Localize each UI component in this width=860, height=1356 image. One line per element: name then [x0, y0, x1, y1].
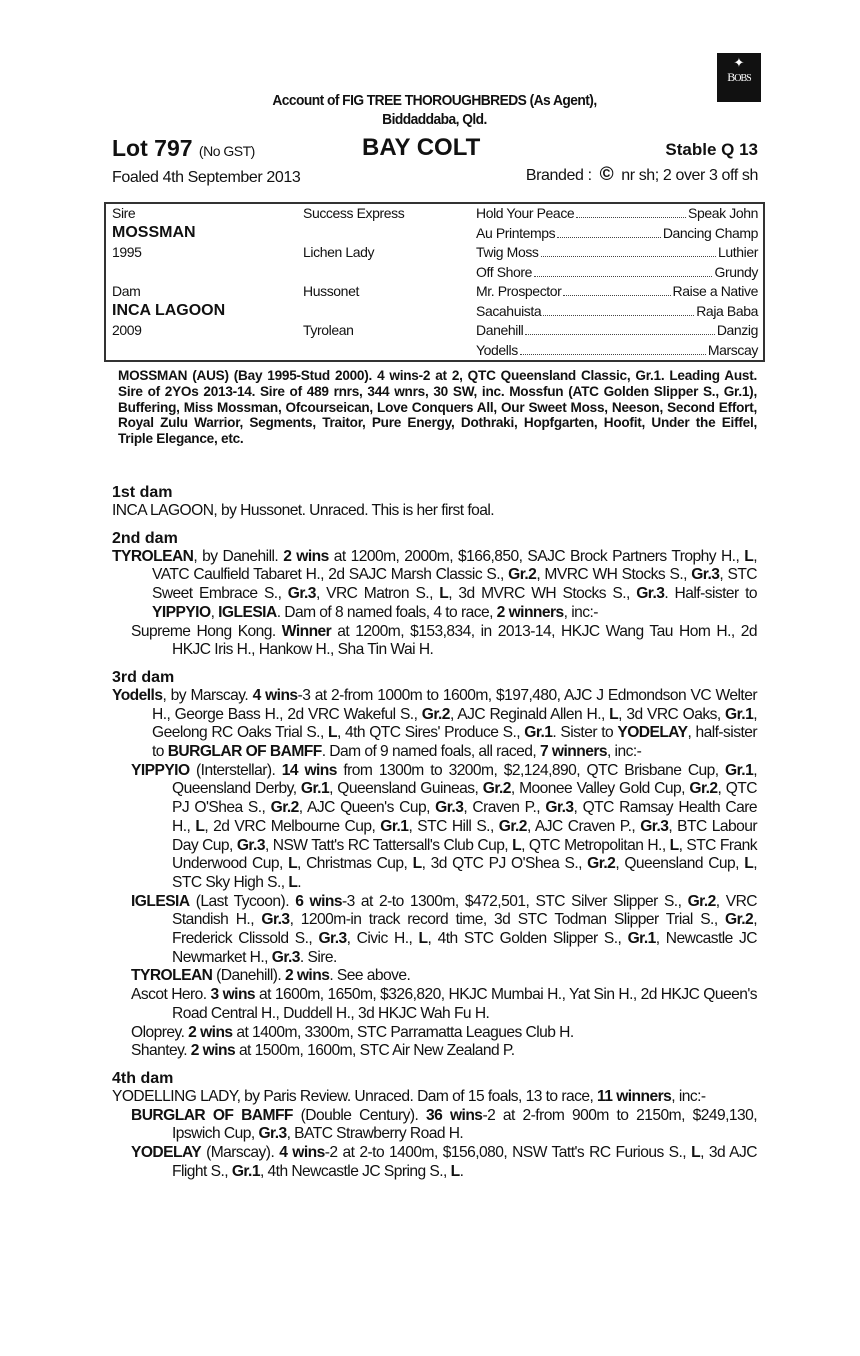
bold-text: 2 wins	[188, 1023, 233, 1041]
progeny-entry	[112, 1042, 757, 1061]
bold-text: 6 wins	[295, 892, 342, 910]
text: , 2d VRC Melbourne Cup,	[204, 817, 381, 835]
horse-description: BAY COLT	[362, 134, 481, 161]
text: , 4th STC Golden Slipper S.,	[427, 930, 628, 948]
text: , by Marscay.	[162, 686, 253, 704]
text: , Civic H.,	[346, 930, 419, 948]
section-title: 1st dam	[112, 484, 173, 501]
ancestor-sire: Raise a Native	[672, 283, 758, 299]
text: -3 at 2-to 1300m, $472,501, STC Silver Slipper S.,	[341, 892, 688, 910]
progeny-entry	[112, 986, 757, 1023]
ancestor: Yodells	[476, 341, 518, 358]
ancestor: Danehill	[476, 322, 524, 338]
bold-text: Gr.3	[435, 799, 464, 817]
section-title: 4th dam	[112, 1069, 174, 1087]
progeny-entry	[112, 1024, 757, 1043]
text: (Marscay).	[201, 1144, 280, 1162]
text: , Queensland Cup,	[615, 855, 745, 873]
bold-text: Gr.3	[287, 585, 316, 603]
bold-text: Gr.1	[231, 1162, 260, 1180]
bold-text: YODELAY	[131, 1144, 202, 1162]
text: , BTC Labour Day Cup,	[172, 817, 758, 854]
ancestor: Off Shore	[476, 263, 533, 280]
text: (Interstellar).	[189, 761, 282, 779]
text: , STC Hill S.,	[408, 817, 499, 835]
bold-text: Gr.1	[380, 817, 409, 835]
bold-text: Gr.2	[687, 892, 716, 910]
pedigree-gen3-row	[476, 224, 758, 243]
section-4th-dam	[112, 1070, 757, 1182]
progeny-entry	[112, 1107, 757, 1144]
bold-text: 2 wins	[283, 547, 329, 565]
pedigree-gen3-row	[476, 321, 758, 340]
progeny-entry	[112, 687, 757, 762]
bold-text: Gr.1	[524, 724, 553, 742]
ancestor: Au Printemps	[476, 224, 556, 241]
ancestor-sire: Raja Baba	[696, 302, 758, 319]
pedigree-notes	[112, 484, 757, 1191]
text: . Sister to	[552, 724, 618, 742]
pedigree-gen2: Tyrolean	[303, 322, 354, 338]
bold-text: L	[439, 585, 449, 603]
leader-dots	[541, 243, 716, 257]
text: at 1500m, 1600m, STC Air New Zealand P.	[235, 1042, 515, 1060]
bold-text: Gr.1	[725, 761, 754, 779]
text: YODELLING LADY, by Paris Review. Unraced. Dam of 15 foals, 13 to race,	[112, 1087, 598, 1105]
bold-text: 3 wins	[210, 986, 256, 1004]
text: , QTC PJ O'Shea S.,	[172, 780, 757, 817]
text: , half-sister to	[152, 724, 758, 761]
text: , VRC Standish H.,	[172, 892, 757, 929]
bold-text: 4 wins	[252, 686, 298, 704]
bold-text: Gr.3	[318, 930, 347, 948]
text: Ascot Hero.	[131, 986, 211, 1004]
bold-text: 4 wins	[279, 1144, 325, 1162]
text: at 1400m, 3300m, STC Parramatta Leagues Club H.	[232, 1023, 574, 1041]
text: , Queensland Guineas,	[329, 780, 483, 798]
gst-note: (No GST)	[198, 143, 255, 159]
text: , inc:-	[671, 1087, 706, 1105]
text: INCA LAGOON, by Hussonet. Unraced. This is her first foal.	[112, 502, 495, 519]
lot-number: Lot 797 (No GST)	[112, 135, 255, 161]
text: , by Danehill.	[193, 547, 284, 565]
leader-dots	[576, 204, 686, 218]
text: at 1200m, $153,834, in 2013-14, HKJC Wang Tau Hom H., 2d HKJC Iris H., Hankow H., Sha Tin Wai H.	[172, 622, 757, 659]
text: , Frederick Clissold S.,	[172, 911, 757, 948]
bold-text: Gr.1	[725, 705, 754, 723]
ancestor-sire: Dancing Champ	[662, 224, 758, 241]
text: , 1200m-in track record time, 3d STC Todman Slipper Trial S.,	[289, 911, 726, 929]
text: .	[459, 1162, 464, 1180]
leader-dots	[563, 282, 670, 296]
text: Shantey.	[131, 1042, 191, 1060]
progeny-entry	[112, 967, 757, 986]
text: , STC Sky High S.,	[172, 855, 757, 891]
text: , inc:-	[606, 743, 642, 761]
text: Supreme Hong Kong.	[131, 622, 282, 640]
bold-text: 2 wins	[284, 967, 330, 985]
bold-text: Gr.3	[258, 1125, 287, 1143]
bold-text: IGLESIA	[131, 892, 190, 910]
bold-text: YODELAY	[617, 724, 688, 742]
bold-text: BURGLAR OF BAMFF	[167, 743, 322, 761]
text: , 3d QTC PJ O'Shea S.,	[421, 855, 588, 873]
sire-bio: MOSSMAN (AUS) (Bay 1995-Stud 2000). 4 wins-2 at 2, QTC Queensland Classic, Gr.1. Leading Aust. Sire of 2YOs 2013-14. Sire of 489 rnrs, 344 wnrs, 30 SW, inc. Mossfun (ATC Golden Slipper S., Gr.1), Buffering, Miss Mossman, Ofcourseican, Love Conquers All, Our Sweet Moss, Neeson, Second Effort, Royal Zulu Warrior, Segments, Traitor, Pure Energy, Dothraki, Hopfgarten, Hoofit, Under the Eiffel, Triple Elegance, etc.	[118, 368, 757, 447]
bold-text: Gr.2	[725, 911, 754, 929]
bold-text: IGLESIA	[218, 603, 277, 621]
section-title: 2nd dam	[112, 529, 178, 547]
bold-text: L	[418, 930, 428, 948]
text: , 4th Newcastle JC Spring S.,	[259, 1162, 451, 1180]
bold-text: Gr.2	[689, 780, 718, 798]
bold-text: Gr.2	[421, 705, 450, 723]
leader-dots	[534, 263, 712, 277]
text: (Last Tycoon).	[189, 892, 296, 910]
text: , VRC Matron S.,	[315, 585, 440, 603]
bold-text: Gr.3	[691, 566, 720, 584]
bold-text: L	[195, 817, 205, 835]
bold-text: Gr.3	[271, 948, 300, 966]
ancestor: Twig Moss	[476, 244, 539, 260]
text: , VATC Caulfield Tabaret H., 2d SAJC Marsh Classic S.,	[152, 547, 757, 584]
pedigree-gen2: Success Express	[303, 205, 405, 221]
pedigree-gen3-row	[476, 302, 758, 321]
bold-text: BURGLAR OF BAMFF	[131, 1106, 293, 1124]
text: , 3d VRC Oaks,	[618, 705, 726, 723]
bold-text: 14 wins	[281, 761, 337, 779]
bold-text: Gr.2	[508, 566, 537, 584]
text: ,	[210, 603, 219, 621]
progeny-entry	[112, 762, 757, 893]
bold-text: Gr.2	[498, 817, 527, 835]
bold-text: 7 winners	[539, 743, 607, 761]
text: . Sire.	[299, 948, 337, 966]
vendor-account: Account of FIG TREE THOROUGHBREDS (As Agent), Biddaddaba, Qld.	[272, 92, 597, 128]
pedigree-gen3-row	[476, 243, 758, 262]
text: , 3d MVRC WH Stocks S.,	[448, 585, 637, 603]
ancestor: Mr. Prospector	[476, 283, 562, 299]
progeny-entry	[112, 1144, 757, 1181]
bold-text: L	[450, 1162, 460, 1180]
bold-text: 2 wins	[190, 1042, 236, 1060]
text: , 3d AJC Flight S.,	[172, 1144, 757, 1180]
progeny-entry	[112, 893, 757, 968]
pedigree-gen2: Lichen Lady	[303, 244, 375, 260]
bold-text: L	[288, 873, 298, 891]
bold-text: L	[327, 724, 337, 742]
bold-text: L	[691, 1144, 701, 1162]
bold-text: 11 winners	[597, 1087, 672, 1105]
ancestor-sire: Grundy	[714, 263, 758, 280]
text: . Dam of 8 named foals, 4 to race,	[276, 603, 497, 621]
text: , Newcastle JC Newmarket H.,	[172, 930, 757, 966]
bold-text: Gr.2	[482, 780, 511, 798]
text: . See above.	[329, 967, 411, 985]
bold-text: L	[744, 855, 754, 873]
text: (Danehill).	[212, 967, 285, 985]
bold-text: Gr.3	[236, 836, 265, 854]
dam-name: INCA LAGOON	[112, 302, 226, 319]
bold-text: YIPPYIO	[131, 761, 190, 779]
bold-text: Gr.3	[545, 799, 574, 817]
bold-text: TYROLEAN	[112, 547, 194, 565]
bold-text: Yodells	[112, 686, 163, 704]
text: from 1300m to 3200m, $2,124,890, QTC Brisbane Cup,	[336, 761, 726, 779]
ancestor-sire: Speak John	[688, 205, 758, 221]
text: . Half-sister to	[664, 585, 758, 603]
text: , Queensland Derby,	[172, 761, 757, 798]
text: -2 at 2-to 1400m, $156,080, NSW Tatt's RC Furious S.,	[324, 1144, 692, 1162]
progeny-entry	[112, 502, 757, 521]
text: (Double Century).	[292, 1106, 427, 1124]
text: , AJC Reginald Allen H.,	[449, 705, 610, 723]
text: , 4th QTC Sires' Produce S.,	[336, 724, 525, 742]
bold-text: 36 wins	[426, 1106, 483, 1124]
brand-mark-icon: ©	[599, 164, 614, 185]
text: , AJC Queen's Cup,	[298, 799, 436, 817]
text: , QTC Ramsay Health Care H.,	[172, 799, 757, 835]
leader-dots	[543, 302, 694, 316]
pedigree-gen2: Hussonet	[303, 283, 359, 299]
leader-dots	[525, 321, 714, 335]
ancestor: Hold Your Peace	[476, 205, 575, 221]
section-title: 3rd dam	[112, 668, 175, 686]
bold-text: Winner	[281, 622, 332, 640]
foaled-date: Foaled 4th September 2013	[112, 169, 301, 186]
ancestor: Sacahuista	[476, 302, 542, 319]
bold-text: YIPPYIO	[152, 603, 211, 621]
text: , AJC Craven P.,	[526, 817, 641, 835]
text: , NSW Tatt's RC Tattersall's Club Cup,	[264, 836, 513, 854]
bold-text: L	[412, 855, 422, 873]
text: , MVRC WH Stocks S.,	[536, 566, 692, 584]
text: , Christmas Cup,	[297, 855, 413, 873]
bold-text: L	[512, 836, 522, 854]
text: .	[297, 873, 302, 891]
bold-text: Gr.3	[636, 585, 665, 603]
pedigree-gen3-row	[476, 263, 758, 282]
text: , Moonee Valley Gold Cup,	[510, 780, 690, 798]
horse-icon: ✦	[733, 55, 745, 70]
bold-text: L	[744, 547, 754, 565]
ancestor-sire: Danzig	[716, 322, 758, 338]
bold-text: Gr.3	[640, 817, 669, 835]
bold-text: Gr.3	[261, 911, 290, 929]
section-2nd-dam	[112, 530, 757, 660]
bold-text: TYROLEAN	[131, 967, 213, 985]
pedigree-table: Sire MOSSMAN 1995 Dam INCA LAGOON 2009 Success Express Lichen Lady Hussonet Tyrolean Hold Your Peace Speak John Au Printemps Dancing Champ Twig Moss Luthier Off Shore Grundy Mr. Prospector Raise a Native Sacahuista Raja Baba Danehill Danzig Yodells Marscay	[104, 202, 765, 362]
bold-text: L	[669, 836, 679, 854]
text: . Dam of 9 named foals, all raced,	[321, 743, 540, 761]
text: at 1200m, 2000m, $166,850, SAJC Brock Partners Trophy H.,	[328, 547, 745, 565]
stable-number: Stable Q 13	[665, 140, 758, 159]
pedigree-gen3-row	[476, 204, 758, 223]
bold-text: L	[288, 855, 298, 873]
text: -3 at 2-from 1000m to 1600m, $197,480, AJC J Edmondson VC Welter H., George Bass H., 2d VRC Wakeful S.,	[152, 686, 757, 723]
pedigree-gen3-row	[476, 341, 758, 360]
ancestor-sire: Marscay	[707, 341, 758, 358]
branding: Branded : © nr sh; 2 over 3 off sh	[525, 164, 758, 185]
text: , STC Sweet Embrace S.,	[152, 566, 758, 603]
text: , BATC Strawberry Road H.	[286, 1125, 464, 1143]
bold-text: Gr.1	[627, 930, 656, 948]
progeny-entry	[112, 548, 757, 623]
ancestor-sire: Luthier	[717, 244, 758, 260]
leader-dots	[557, 224, 661, 238]
text: , Craven P.,	[463, 799, 546, 817]
text: , STC Frank Underwood Cup,	[172, 836, 757, 873]
progeny-entry	[112, 623, 757, 660]
bold-text: Gr.2	[270, 799, 299, 817]
bold-text: Gr.1	[300, 780, 330, 798]
progeny-entry	[112, 1088, 757, 1107]
text: -2 at 2-from 900m to 2150m, $249,130, Ipswich Cup,	[172, 1106, 757, 1143]
text: , inc:-	[563, 603, 598, 621]
text: , Geelong RC Oaks Trial S.,	[152, 705, 757, 742]
text: at 1600m, 1650m, $326,820, HKJC Mumbai H., Yat Sin H., 2d HKJC Queen's Road Central H., Duddell H., 3d HKJC Wah Fu H.	[172, 986, 757, 1022]
text: Oloprey.	[131, 1023, 189, 1041]
leader-dots	[520, 341, 706, 355]
bold-text: Gr.2	[587, 855, 616, 873]
section-1st-dam	[112, 484, 757, 521]
bold-text: 2 winners	[496, 603, 564, 621]
pedigree-gen3-row	[476, 282, 758, 301]
bold-text: L	[609, 705, 619, 723]
sire-name: MOSSMAN	[112, 224, 196, 241]
bobs-logo: ✦ BOBS	[717, 53, 761, 102]
section-3rd-dam	[112, 669, 757, 1061]
text: , QTC Metropolitan H.,	[521, 836, 670, 854]
